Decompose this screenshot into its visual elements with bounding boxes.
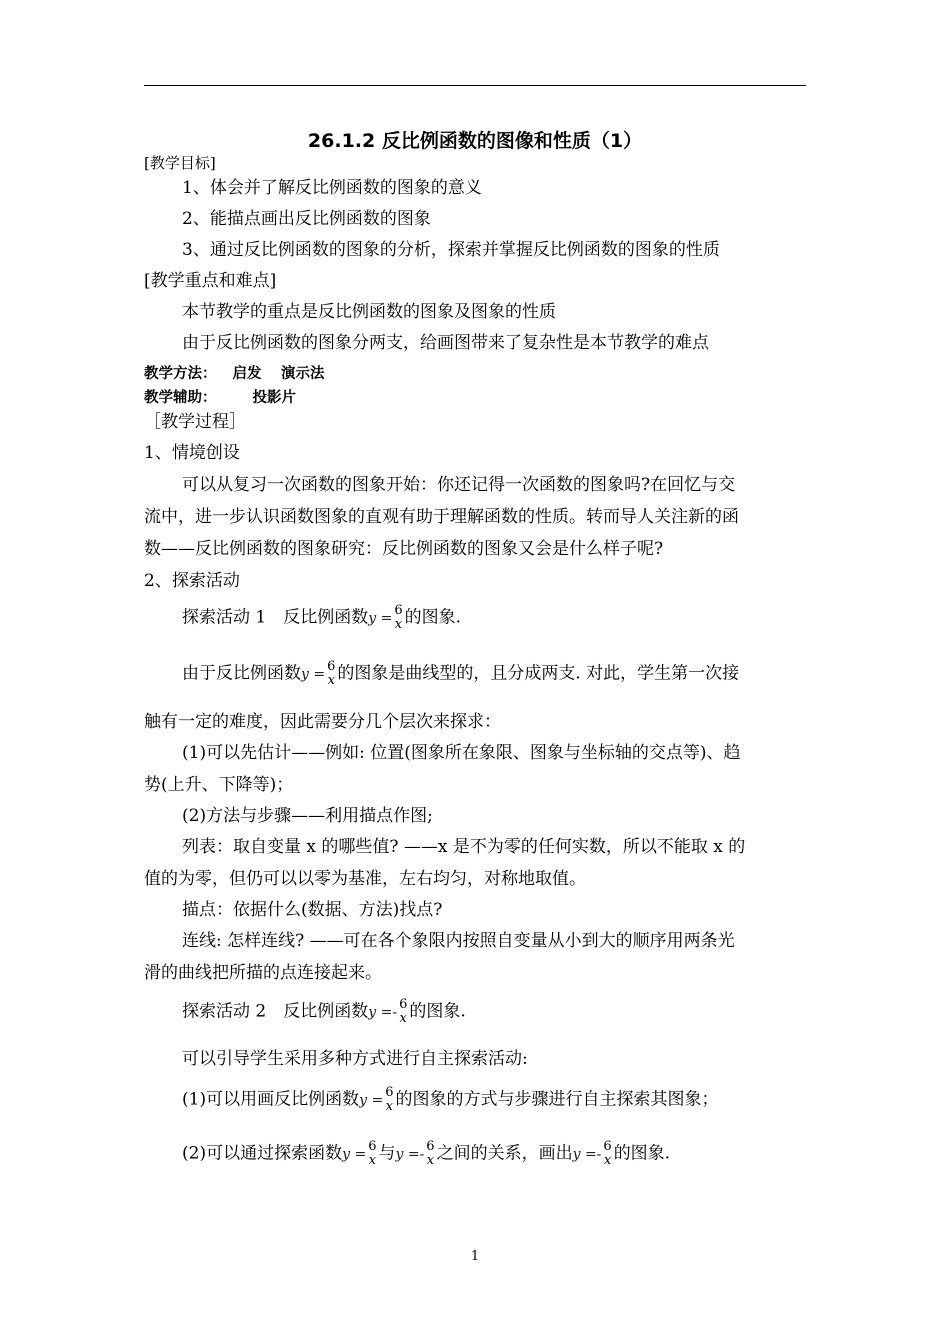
method-row xyxy=(144,363,325,385)
paragraph-line: (2)方法与步骤——利用描点作图; xyxy=(182,806,433,826)
fraction: 6 x xyxy=(327,659,336,688)
method-value: 启发 演示法 xyxy=(232,366,325,382)
guide-item-1: (1)可以用画反比例函数y = 6 x 的图象的方式与步骤进行自主探索其图象； xyxy=(182,1085,719,1114)
header-rule xyxy=(144,85,806,86)
paragraph-line: 由于反比例函数y = 6 x 的图象是曲线型的，且分成两支. 对此，学生第一次接 xyxy=(182,659,740,688)
fraction: 6 x xyxy=(399,997,408,1026)
keypoint-item: 本节教学的重点是反比例函数的图象及图象的性质 xyxy=(182,302,556,322)
paragraph-line: 描点：依据什么(数据、方法)找点? xyxy=(182,900,443,920)
activity-2-line: 探索活动 2 反比例函数y =- 6 x 的图象. xyxy=(182,997,466,1026)
paragraph-line: 数——反比例函数的图象研究：反比例函数的图象又会是什么样子呢? xyxy=(144,539,664,559)
paragraph-line: 值的为零，但仍可以以零为基准，左右均匀，对称地取值。 xyxy=(144,869,586,889)
equation-label: y = xyxy=(359,1092,384,1109)
page-number: 1 xyxy=(470,1249,480,1264)
keypoint-item: 由于反比例函数的图象分两支，给画图带来了复杂性是本节教学的难点 xyxy=(182,333,709,353)
equation-label: y = xyxy=(301,666,326,683)
fraction: 6 x xyxy=(603,1139,612,1168)
goal-item: 2、能描点画出反比例函数的图象 xyxy=(182,209,431,229)
goal-item: 3、通过反比例函数的图象的分析，探索并掌握反比例函数的图象的性质 xyxy=(182,240,720,260)
paragraph-line: (1)可以先估计——例如: 位置(图象所在象限、图象与坐标轴的交点等)、趋 xyxy=(182,743,741,763)
fraction: 6 x xyxy=(426,1139,435,1168)
paragraph-line: 势(上升、下降等)； xyxy=(144,775,294,795)
keypoints-heading: [教学重点和难点] xyxy=(144,271,277,291)
paragraph-line: 可以从复习一次函数的图象开始：你还记得一次函数的图象吗?在回忆与交 xyxy=(182,475,736,495)
paragraph-line: 可以引导学生采用多种方式进行自主探索活动: xyxy=(182,1049,528,1069)
paragraph-line: 连线: 怎样连线? ——可在各个象限内按照自变量从小到大的顺序用两条光 xyxy=(182,931,735,951)
page-title: 26.1.2 反比例函数的图像和性质（1） xyxy=(307,130,643,152)
fraction: 6 x xyxy=(394,603,403,632)
equation-label: y =- xyxy=(368,1004,398,1021)
equation-label: y = xyxy=(342,1146,367,1163)
paragraph-line: 列表：取自变量 x 的哪些值? ——x 是不为零的任何实数，所以不能取 x 的 xyxy=(182,837,746,857)
guide-item-2: (2)可以通过探索函数y = 6 x 与y =- 6 x 之间的关系，画出y =- 6 x 的图象. xyxy=(182,1139,671,1168)
section-heading: 2、探索活动 xyxy=(144,571,240,591)
process-heading: ［教学过程］ xyxy=(144,412,246,432)
fraction: 6 x xyxy=(385,1085,394,1114)
aid-row xyxy=(144,387,296,409)
fraction: 6 x xyxy=(368,1139,377,1168)
equation-label: y =- xyxy=(572,1146,602,1163)
section-heading: 1、情境创设 xyxy=(144,443,240,463)
equation-label: y = xyxy=(368,610,393,627)
paragraph-line: 滑的曲线把所描的点连接起来。 xyxy=(144,963,382,983)
goals-heading: [教学目标] xyxy=(144,154,216,172)
paragraph-line: 流中，进一步认识函数图象的直观有助于理解函数的性质。转而导人关注新的函 xyxy=(144,507,739,527)
equation-label: y =- xyxy=(395,1146,425,1163)
method-label: 教学方法： xyxy=(144,366,217,382)
activity-1-line: 探索活动 1 反比例函数y = 6 x 的图象. xyxy=(182,603,462,632)
aid-label: 教学辅助： xyxy=(144,390,217,406)
paragraph-line: 触有一定的难度，因此需要分几个层次来探求： xyxy=(144,712,501,732)
goal-item: 1、体会并了解反比例函数的图象的意义 xyxy=(182,178,482,198)
aid-value: 投影片 xyxy=(252,390,296,406)
